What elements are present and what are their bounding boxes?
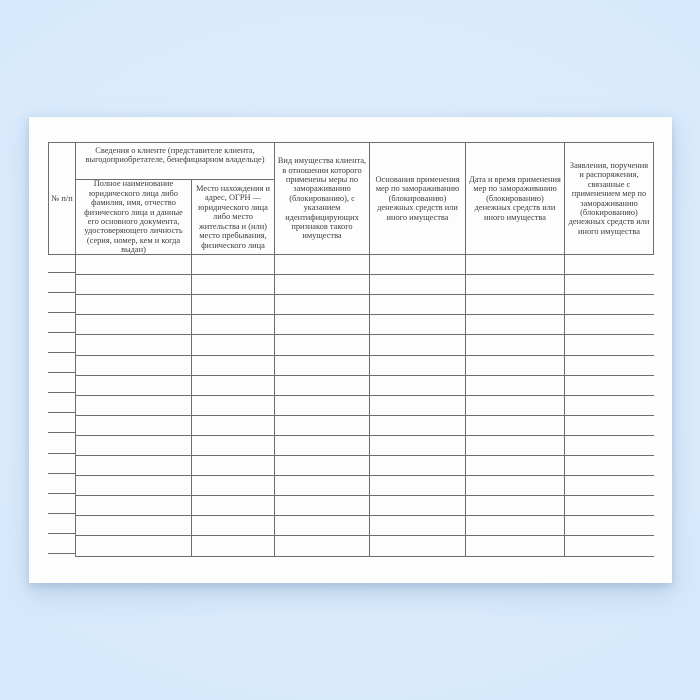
header-cell-client-info-group: Сведения о клиенте (представителе клиента, выгодоприобретателе, бенефициарном владельце) (76, 143, 275, 180)
row-line-number-column (48, 513, 75, 514)
row-line (75, 556, 654, 557)
table-header (48, 142, 654, 255)
header-cell-address-ogrn: Место нахождения и адрес, ОГРН — юридического лица либо место жительства и (или) место пребывания, физического лица (192, 180, 275, 255)
column-line (75, 255, 76, 557)
row-line (75, 355, 654, 356)
row-line-number-column (48, 272, 75, 273)
row-line-number-column (48, 533, 75, 534)
header-cell-number: № п/п (49, 143, 76, 255)
header-cell-property-type: Вид имущества клиента, в отношении которого применены меры по замораживанию (блокированию), с указанием идентифицирующих признаков такого имущества (275, 143, 370, 255)
table-body (48, 255, 654, 557)
row-line-number-column (48, 372, 75, 373)
row-line (75, 294, 654, 295)
header-cell-full-name: Полное наименование юридического лица либо фамилия, имя, отчество физического лица и данные его основного документа, удостоверяющего личность (серия, номер, кем и когда выдан) (76, 180, 192, 255)
column-line (564, 255, 565, 557)
registry-table (48, 142, 654, 557)
row-line-number-column (48, 332, 75, 333)
row-line-number-column (48, 412, 75, 413)
row-line-number-column (48, 432, 75, 433)
header-cell-date-time: Дата и время применения мер по замораживанию (блокированию) денежных средств или иного имущества (466, 143, 565, 255)
column-line (274, 255, 275, 557)
column-line (191, 255, 192, 557)
row-line-number-column (48, 292, 75, 293)
row-line (75, 314, 654, 315)
row-line (75, 455, 654, 456)
header-cell-orders: Заявления, поручения и распоряжения, связанные с применением мер по замораживанию (блокированию) денежных средств или иного имущества (565, 143, 654, 255)
row-line (75, 535, 654, 536)
row-line (75, 495, 654, 496)
row-line (75, 274, 654, 275)
row-line-number-column (48, 453, 75, 454)
row-line-number-column (48, 553, 75, 554)
row-line (75, 475, 654, 476)
row-line-number-column (48, 352, 75, 353)
row-line-number-column (48, 392, 75, 393)
row-line (75, 515, 654, 516)
row-line (75, 375, 654, 376)
column-line (465, 255, 466, 557)
row-line-number-column (48, 473, 75, 474)
row-line (75, 334, 654, 335)
column-line (369, 255, 370, 557)
row-line (75, 435, 654, 436)
row-line (75, 395, 654, 396)
row-line-number-column (48, 493, 75, 494)
row-line (75, 415, 654, 416)
document-page (29, 117, 672, 583)
header-cell-grounds: Основания применения мер по замораживанию (блокированию) денежных средств или иного имущества (370, 143, 466, 255)
row-line-number-column (48, 312, 75, 313)
